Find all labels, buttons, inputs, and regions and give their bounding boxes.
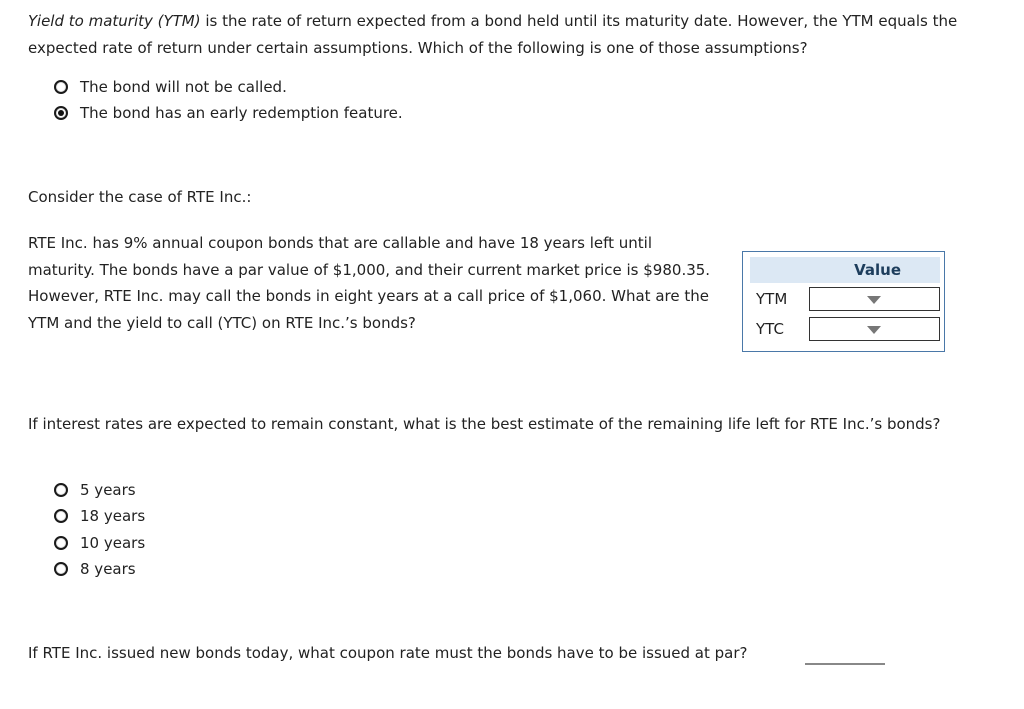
radio-button-unselected[interactable] [54, 562, 68, 576]
option-label: 5 years [80, 481, 136, 499]
ytm-row-label: YTM [756, 290, 788, 308]
case-intro: Consider the case of RTE Inc.: [28, 188, 252, 206]
option-label: 10 years [80, 534, 146, 552]
chevron-down-icon [867, 296, 881, 304]
question-3-text: If interest rates are expected to remain constant, what is the best estimate of the remaining life left for RTE Inc.’s bonds? [28, 415, 941, 433]
q3-option-5-years[interactable] [54, 477, 136, 503]
q3-option-8-years[interactable] [54, 556, 136, 582]
chevron-down-icon [867, 326, 881, 334]
case-description: RTE Inc. has 9% annual coupon bonds that are callable and have 18 years left until maturity. The bonds have a par value of $1,000, and their current market price is $980.35. However, RTE Inc. may call the bonds in eight years at a call price of $1,060. What are the YTM and the yield to call (YTC) on RTE Inc.’s bonds? [28, 234, 711, 332]
question-4-text: If RTE Inc. issued new bonds today, what coupon rate must the bonds have to be issued at par? [28, 644, 748, 662]
radio-button-unselected[interactable] [54, 509, 68, 523]
radio-button-selected[interactable] [54, 106, 68, 120]
radio-button-unselected[interactable] [54, 80, 68, 94]
option-label: The bond has an early redemption feature. [80, 104, 403, 122]
q3-option-18-years[interactable] [54, 503, 145, 529]
question-1-text [28, 8, 988, 61]
value-table [742, 251, 945, 352]
ytc-dropdown[interactable] [809, 317, 940, 341]
radio-button-unselected[interactable] [54, 483, 68, 497]
q3-option-10-years[interactable] [54, 530, 145, 556]
option-label: 18 years [80, 507, 146, 525]
option-label: The bond will not be called. [80, 78, 287, 96]
q1-option-early-redemption[interactable] [54, 100, 403, 126]
ytm-term: Yield to maturity (YTM) [28, 12, 201, 30]
ytc-row-label: YTC [756, 320, 784, 338]
q1-option-not-called[interactable] [54, 74, 287, 100]
question-1-body: is the rate of return expected from a bond held until its maturity date. However, the YTM equals the expected rate of return under certain assumptions. Which of the following is one of those assumptions? [28, 12, 958, 57]
option-label: 8 years [80, 560, 136, 578]
coupon-rate-answer-field[interactable] [805, 663, 885, 665]
radio-button-unselected[interactable] [54, 536, 68, 550]
value-column-header: Value [750, 257, 940, 283]
ytm-dropdown[interactable] [809, 287, 940, 311]
